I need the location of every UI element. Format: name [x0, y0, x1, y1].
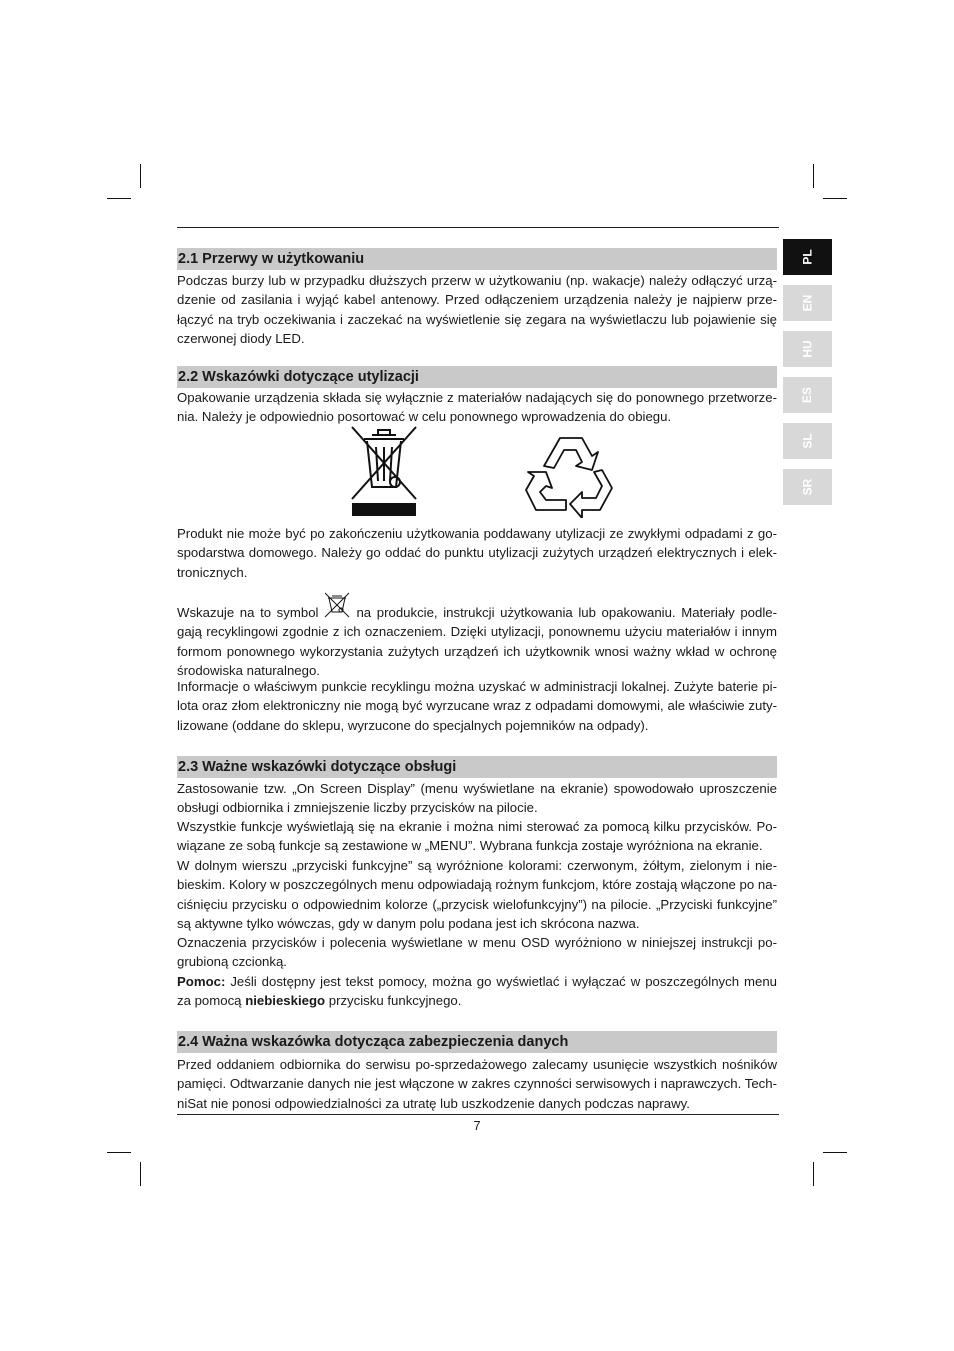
tab-es[interactable]: ES — [783, 377, 832, 413]
paragraph-function-keys: W dolnym wierszu „przyciski funkcyjne” są wyróżnione kolorami: czerwonym, żółtym, zielonym i niebieskim. Kolory w poszczególnych menu odpowiadają rożnym funkcjom, które zostają włączone po naciśnięciu przycisku o odpowiednim kolorze („przycisk wielofunkcyjny”) na pilocie. „Przyciski funkcyjne” są aktywne tylko wówczas, gdy w danym polu podana jest ich skrócona nazwa. — [177, 858, 777, 931]
crop-mark — [107, 198, 131, 199]
section-heading-2-1: 2.1 Przerwy w użytkowaniu — [177, 248, 777, 270]
bottom-rule — [177, 1114, 779, 1115]
weee-crossed-bin-icon — [350, 425, 418, 517]
tab-en[interactable]: EN — [783, 285, 832, 321]
help-label: Pomoc: — [177, 974, 226, 989]
help-end: przycisku funkcyjnego. — [325, 993, 462, 1009]
recycling-icon — [524, 430, 614, 518]
symbol-text-after: na produkcie, instrukcji użytkowania lub opakowaniu. Materiały podlegają recyklingowi zgodnie z ich oznaczeniem. Dzięki utylizacji, ponownemu użyciu materiałów i innym formom ponownego wykorzystania zużytych urządzeń ich użytkownik wnosi ważny wkład w ochronę środowiska naturalnego. — [177, 605, 777, 678]
tab-sr[interactable]: SR — [783, 469, 832, 505]
crop-mark — [823, 198, 847, 199]
help-text: Jeśli dostępny jest tekst pomocy, można go wyświetlać i wyłączać w poszczególnych menu za pomocą — [177, 974, 777, 1009]
tab-sl[interactable]: SL — [783, 423, 832, 459]
paragraph-help — [177, 972, 777, 1011]
paragraph-osd: Zastosowanie tzw. „On Screen Display” (menu wyświetlane na ekranie) spowodowało uproszczenie obsługi odbiornika i zmniejszenie liczby przycisków na pilocie. — [177, 781, 777, 816]
crop-mark — [823, 1152, 847, 1153]
weee-inline-icon — [322, 592, 352, 618]
section-heading-2-2: 2.2 Wskazówki dotyczące utylizacji — [177, 366, 777, 388]
crop-mark — [140, 164, 141, 188]
language-tabs — [783, 239, 832, 515]
tab-hu[interactable]: HU — [783, 331, 832, 367]
page-number: 7 — [473, 1118, 481, 1133]
crop-mark — [813, 1162, 814, 1186]
paragraph-packaging: Opakowanie urządzenia składa się wyłącznie z materiałów nadających się do ponownego przetworzenia. Należy je odpowiednio posortować w celu ponownego wprowadzenia do obiegu. — [177, 390, 777, 425]
paragraph-product-disposal: Produkt nie może być po zakończeniu użytkowania poddawany utylizacji ze zwykłymi odpadami z gospodarstwa domowego. Należy go oddać do punktu utylizacji zużytych urządzeń elektrycznych i elektronicznych. — [177, 526, 777, 580]
symbol-text-before: Wskazuje na to symbol — [177, 605, 319, 620]
crop-mark — [107, 1152, 131, 1153]
crop-mark — [813, 164, 814, 188]
paragraph-recycling-info: Informacje o właściwym punkcie recyklingu można uzyskać w administracji lokalnej. Zużyte baterie pilota oraz złom elektroniczny nie mogą być wyrzucane wraz z odpadami domowymi, ale właściwie zutylizowane (oddane do sklepu, wyrzucone do specjalnych pojemników na odpady). — [177, 679, 777, 733]
top-rule — [177, 227, 779, 228]
tab-pl[interactable]: PL — [783, 239, 832, 275]
paragraph-symbol — [177, 592, 777, 680]
paragraph-bold-notation: Oznaczenia przycisków i polecenia wyświetlane w menu OSD wyróżniono w niniejszej instrukcji pogrubioną czcionką. — [177, 935, 777, 970]
paragraph-functions: Wszystkie funkcje wyświetlają się na ekranie i można nimi sterować za pomocą kilku przycisków. Powiązane ze sobą funkcje są zestawione w „MENU”. Wybrana funkcja zostaje wyróżniona na ekranie. — [177, 819, 777, 854]
crop-mark — [140, 1162, 141, 1186]
paragraph-breaks: Podczas burzy lub w przypadku dłuższych przerw w użytkowaniu (np. wakacje) należy odłączyć urządzenie od zasilania i wyjąć kabel antenowy. Przed odłączeniem urządzenia należy je najpierw przełączyć na tryb oczekiwania i zaczekać na wyświetlenie się zegara na wyświetlaczu lub pojawienie się czerwonej diody LED. — [177, 273, 777, 346]
help-bold: niebieskiego — [245, 993, 326, 1009]
section-heading-2-3: 2.3 Ważne wskazówki dotyczące obsługi — [177, 756, 777, 778]
section-heading-2-4: 2.4 Ważna wskazówka dotycząca zabezpieczenia danych — [177, 1031, 777, 1053]
paragraph-data-protection: Przed oddaniem odbiornika do serwisu po-sprzedażowego zalecamy usunięcie wszystkich nośników pamięci. Odtwarzanie danych nie jest włączone w zakres czynności serwisowych i naprawczych. TechniSat nie ponosi odpowiedzialności za utratę lub uszkodzenie danych podczas naprawy. — [177, 1057, 777, 1111]
